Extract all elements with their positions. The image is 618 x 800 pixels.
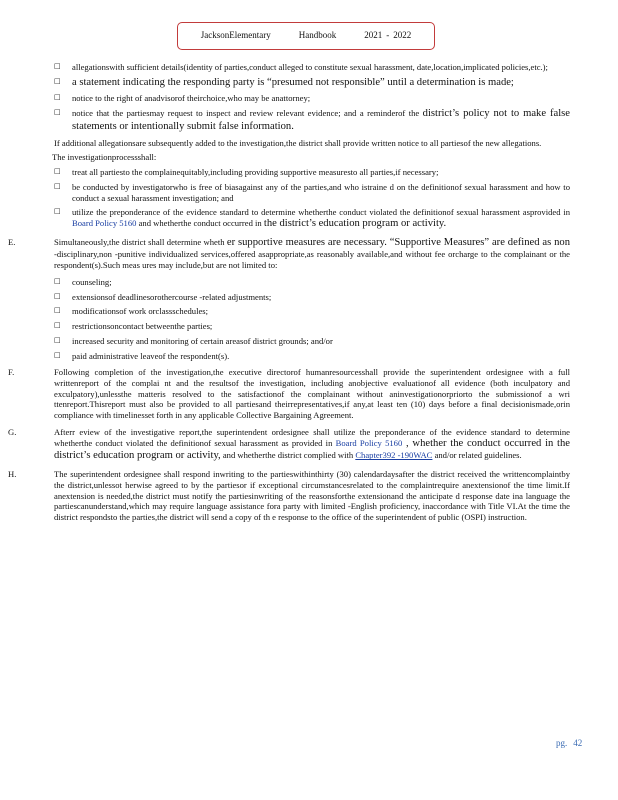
bullet-box-icon: □ (54, 306, 61, 315)
investigation-bullet-text (72, 207, 570, 230)
notice-bullet-text: allegationswith sufficient details(identity of parties,conduct alleged to constitute sexual harassment, date,location,implicated policies,etc.); (72, 62, 548, 72)
investigation-bullet (8, 182, 570, 203)
bullet-box-icon: □ (54, 93, 61, 102)
investigation-bullet-text: treat all partiesto the complainequitably,including providing supportive measuresto all parties,if necessary; (72, 167, 439, 178)
section-letter: H. (8, 469, 17, 480)
section-text-large: er supportive measures are necessary. “Supportive Measures” are defined as non (226, 236, 571, 248)
bullet-box-icon: □ (54, 167, 61, 176)
notice-bullet (8, 77, 570, 90)
section-e (8, 237, 570, 271)
supportive-measure-text: extensionsof deadlinesorothercourse -related adjustments; (72, 291, 272, 302)
school-name: JacksonElementary (200, 30, 271, 41)
section-f (8, 367, 570, 421)
bullet-box-icon: □ (54, 321, 61, 330)
year-start: 2021 (364, 30, 383, 41)
section-e-text (54, 237, 570, 271)
supportive-measure-item (8, 351, 570, 362)
investigation-bullet-text: be conducted by investigatorwho is free of biasagainst any of the parties,and who istraine d on the definitionof sexual harassment and how to conduct a sexual harassment investigation; and (72, 181, 570, 203)
bullet-box-icon: □ (54, 291, 61, 300)
notice-bullet-line: notice that the partiesmay request to inspect and review relevant evidence; and a reminderof the (72, 108, 420, 119)
board-policy-link[interactable]: Board Policy 5160 (72, 217, 137, 228)
section-letter: E. (8, 236, 16, 247)
supportive-measure-text: restrictionsoncontact betweenthe parties; (72, 321, 213, 332)
board-policy-link[interactable]: Board Policy 5160 (335, 437, 403, 448)
notice-bullet (8, 93, 570, 104)
notice-bullet-text: notice to the right of anadvisorof theirchoice,who may be anattorney; (72, 93, 311, 104)
year-dash: - (386, 30, 390, 41)
supportive-measure-item (8, 292, 570, 303)
notice-bullet-text: a statement indicating the responding party is “presumed not responsible” until a determination is made; (72, 76, 514, 88)
section-text-large: , whether the conduct occurred in the district’s education program or activity, (54, 437, 570, 462)
supportive-measure-text: counseling; (72, 276, 112, 287)
bullet-box-icon: □ (54, 76, 61, 85)
bullet-box-icon: □ (54, 276, 61, 285)
notice-bullet (8, 108, 570, 133)
section-h-text: The superintendent ordesignee shall respond inwriting to the partieswithinthirty (30) calendardaysafter the district received the writtencomplaintby the district,unlessot herwise agreed to by the partiesor if exceptional circumstancesrelated to the complaintrequire anextensionof the time limit.If anextension is needed,the district must notify the partiesinwriting of the reasonsforthe extensionand the anticipate d response date ina language the partiescanunderstand,which may require language assistance fora party with limited -English proficiency, inaccordance with Title VI.At the time the district respondsto the parties,the district will send a copy of th e response to the office of the superintendent of public (OSPI) instruction. (54, 469, 570, 523)
section-text-segment: Simultaneously,the district shall determine wheth (54, 236, 227, 247)
year-end: 2022 (393, 30, 412, 41)
page-number-value: 42 (573, 738, 583, 748)
section-text-segment: and/or related guidelines. (432, 450, 522, 461)
notice-bullet (8, 62, 570, 73)
wac-chapter-link[interactable]: Chapter392 -190WAC (355, 450, 433, 461)
section-text-segment: Afterr eview of the investigative report,the superintendent ordesignee shall utilize the preponderance of the evidence standard to determine whetherthe conduct violated the definitionof sexual harassment as provided in (54, 426, 570, 448)
notice-bullet-text (72, 108, 570, 133)
bullet-box-icon: □ (54, 350, 61, 359)
supportive-measure-item (8, 277, 570, 288)
supportive-measure-text: paid administrative leaveof the respondent(s). (72, 350, 230, 361)
section-h (8, 469, 570, 523)
section-g-text (54, 427, 570, 463)
section-g (8, 427, 570, 463)
section-text-segment: and whetherthe district complied with (220, 450, 356, 461)
bullet-text-segment: and whetherthe conduct occurred in (136, 217, 264, 228)
investigation-bullet (8, 167, 570, 178)
bullet-box-icon: □ (54, 62, 61, 70)
additional-allegations-paragraph: If additional allegationsare subsequently added to the investigation,the district shall provide written notice to all partiesof the new allegations. (54, 137, 542, 148)
document-title: Handbook (298, 30, 337, 41)
school-year (364, 30, 411, 41)
supportive-measure-text: modificationsof work orclassschedules; (72, 306, 209, 317)
section-text-segment: -disciplinary,non -punitive individualized services,offered asappropriate,as reasonably available,and without fee orcharge to the complainant or the respondent(s).Such meas ures may include,but are not limited to: (54, 249, 570, 271)
header-box (177, 22, 435, 50)
section-f-text: Following completion of the investigation,the executive directorof humanresourcesshall provide the superintendent ordesignee with a full writtenreport of the complai nt and the resultsof the investigation, including anobjective evaluationof all evidence (both inculpatory and exculpatory),unlessthe matteris resolved to the satisfactionof the complainant without aninvestigationorpriorto the submissionof a wri ttenreport.Thisreport must also be provided to all partiesand theirrepresentatives,if any,at least ten (10) days before a final decisionismade,orin compliance with timelinesset forth in any applicable Collective Bargaining Agreement. (54, 367, 570, 421)
document-body (8, 62, 570, 529)
section-letter: G. (8, 426, 17, 437)
supportive-measure-item (8, 336, 570, 347)
bullet-box-icon: □ (54, 207, 61, 216)
bullet-box-icon: □ (54, 181, 61, 190)
page-number (556, 738, 582, 749)
bullet-text-segment: utilize the preponderance of the evidence standard to determine whetherthe conduct violated the definitionof sexual harassment asprovided in (72, 207, 570, 218)
investigation-bullet (8, 207, 570, 230)
bullet-box-icon: □ (54, 108, 61, 117)
notice-bullet-line-large: district’s policy not to make false statements or intentionally submit false information. (72, 108, 570, 132)
supportive-measure-item (8, 321, 570, 332)
supportive-measure-item (8, 306, 570, 317)
investigation-process-label: The investigationprocessshall: (52, 152, 157, 163)
page-number-prefix: pg. (556, 738, 568, 748)
supportive-measure-text: increased security and monitoring of certain areasof district grounds; and/or (72, 335, 333, 346)
bullet-box-icon: □ (54, 335, 61, 344)
bullet-text-large: the district’s education program or activity. (263, 217, 447, 229)
section-letter: F. (8, 367, 15, 378)
